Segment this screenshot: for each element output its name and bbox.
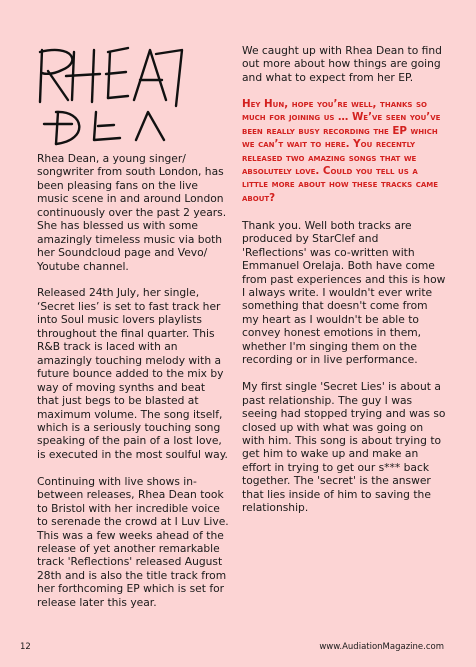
article-paragraph: Rhea Dean, a young singer/ songwriter from south London, has been pleasing fans on the live music scene in and around London continuously over the past 2 years. She has blessed us with some amazingly timeless music via both her Soundcloud page and Vevo/ Youtube channel. [37, 152, 227, 273]
article-paragraph: Continuing with live shows in-between releases, Rhea Dean took to Bristol with her incredible voice to serenade the crowd at I Luv Live. This was a few weeks ahead of the release of yet another remarkable track 'Reflections' released August 28th and is also the title track from her forthcoming EP which is set for release later this year. [37, 474, 229, 609]
website-url: www.AudiationMagazine.com [319, 642, 444, 652]
interview-answer: My first single 'Secret Lies' is about a past relationship. The guy I was seeing had stopped trying and was so closed up with what was going on with him. This song is about trying to get him to wake up and make an effort in trying to get our s*** back together. The 'secret' is the answer that lies inside of him to saving the relationship. [242, 380, 446, 515]
left-column [37, 152, 229, 623]
interview-answer: Thank you. Well both tracks are produced by StarClef and 'Reflections' was co-written with Emmanuel Orelaja. Both have come from past experiences and this is how I always write. I wouldn't ever write something that doesn't come from my heart as I wouldn't be able to convey honest emotions in them, whether I'm singing them on the recording or in live performance. [242, 218, 446, 367]
rhea-dean-logo [28, 40, 196, 148]
interview-question: Hey Hun, hope you’re well, thanks so much for joining us … We’ve seen you’ve been really busy recording the EP which we can’t wait to here. You recently released two amazing songs that we absolutely love. Could you tell us a little more about how these tracks came about? [242, 97, 441, 204]
article-paragraph: Released 24th July, her single, ‘Secret lies’ is set to fast track her into Soul music lovers playlists throughout the final quarter. This R&B track is laced with an amazingly touching melody with a future bounce added to the mix by way of moving synths and beat that just begs to be blasted at maximum volume. The song itself, which is a seriously touching song speaking of the pain of a lost love, is executed in the most soulful way. [37, 286, 228, 461]
interview-intro: We caught up with Rhea Dean to find out more about how things are going and what to expect from her EP. [242, 44, 442, 84]
right-column [242, 44, 446, 528]
page-number: 12 [20, 642, 31, 652]
